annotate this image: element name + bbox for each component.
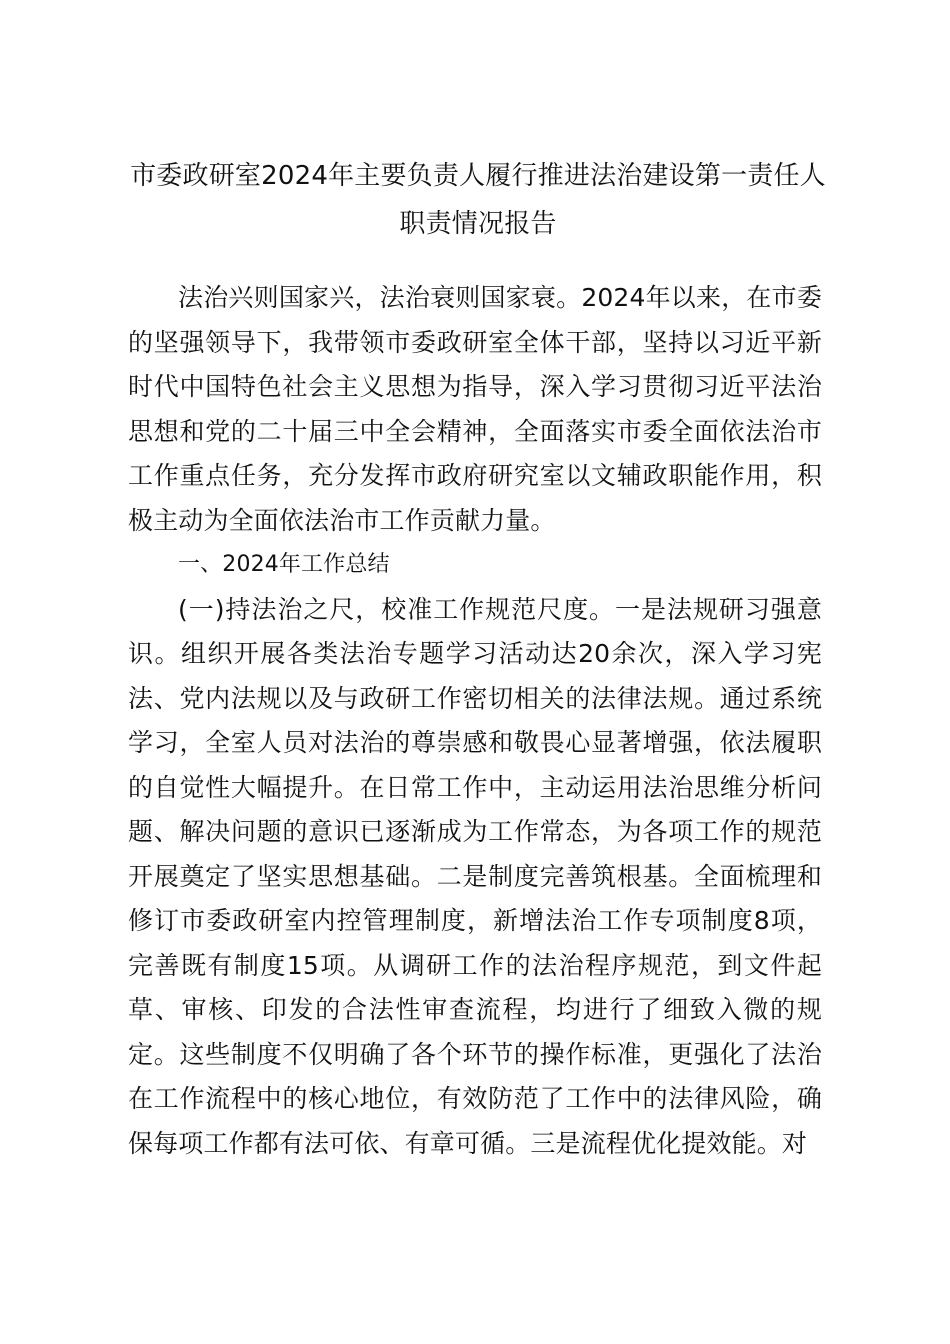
document-body [128, 276, 822, 1166]
body-paragraph: (一)持法治之尺，校准工作规范尺度。一是法规研习强意识。组织开展各类法治专题学习活动达20余次，深入学习宪法、党内法规以及与政研工作密切相关的法律法规。通过系统学习，全室人员对法治的尊崇感和敬畏心显著增强，依法履职的自觉性大幅提升。在日常工作中，主动运用法治思维分析问题、解决问题的意识已逐渐成为工作常态，为各项工作的规范开展奠定了坚实思想基础。二是制度完善筑根基。全面梳理和修订市委政研室内控管理制度，新增法治工作专项制度8项，完善既有制度15项。从调研工作的法治程序规范，到文件起草、审核、印发的合法性审查流程，均进行了细致入微的规定。这些制度不仅明确了各个环节的操作标准，更强化了法治在工作流程中的核心地位，有效防范了工作中的法律风险，确保每项工作都有法可依、有章可循。三是流程优化提效能。对 [128, 594, 822, 1158]
intro-paragraph: 法治兴则国家兴，法治衰则国家衰。2024年以来，在市委的坚强领导下，我带领市委政研室全体干部，坚持以习近平新时代中国特色社会主义思想为指导，深入学习贯彻习近平法治思想和党的二十届三中全会精神，全面落实市委全面依法治市工作重点任务，充分发挥市政府研究室以文辅政职能作用，积极主动为全面依法治市工作贡献力量。 [128, 283, 822, 535]
section-heading: 一、2024年工作总结 [178, 552, 390, 577]
document-title: 市委政研室2024年主要负责人履行推进法治建设第一责任人职责情况报告 [130, 161, 826, 239]
